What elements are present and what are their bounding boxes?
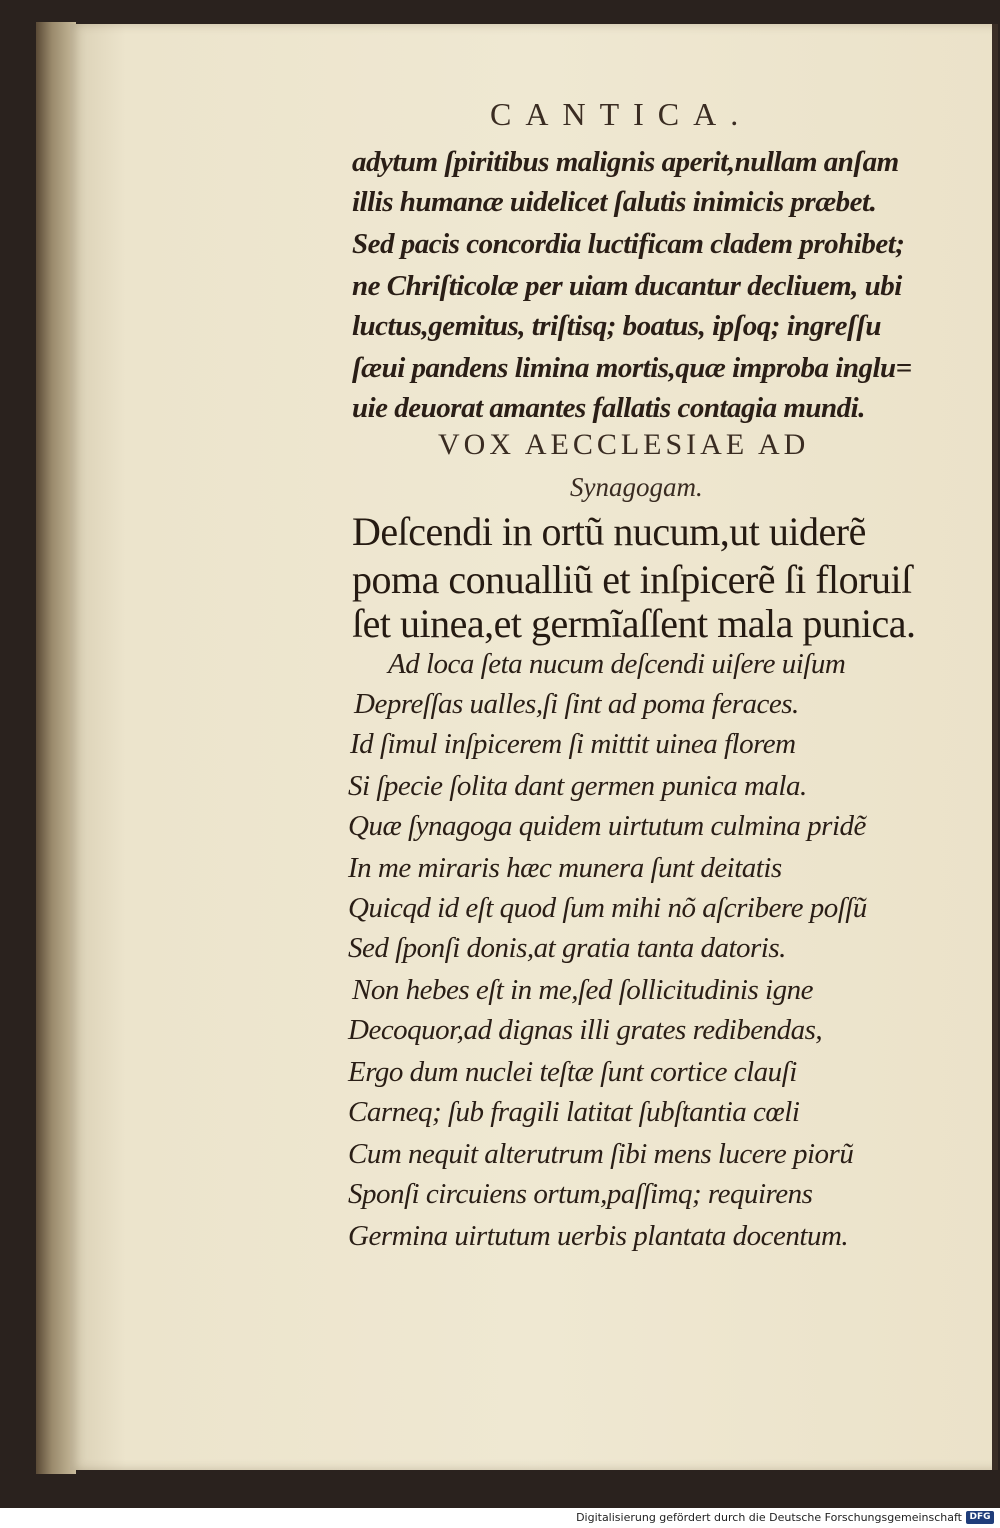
scripture-line: ſet uinea,et germĩaſſent mala punica. <box>352 601 916 646</box>
verse-line: Cum nequit alterutrum ſibi mens lucere piorũ <box>348 1138 854 1170</box>
verse-line: Ergo dum nuclei teſtæ ſunt cortice clauſi <box>348 1056 797 1088</box>
prose-line: uie deuorat amantes fallatis contagia mundi. <box>352 392 865 424</box>
rubric-subheading: Synagogam. <box>570 472 703 502</box>
verse-line: Quicqd id eſt quod ſum mihi nõ aſcribere poſſũ <box>348 892 867 924</box>
scripture-line: poma conualliũ et inſpicerẽ ſi floruiſ <box>352 557 912 602</box>
prose-line: illis humanæ uidelicet ſalutis inimicis præbet. <box>352 186 877 218</box>
page-edge-shadow <box>992 24 998 1470</box>
verse-line: Ad loca ſeta nucum deſcendi uiſere uiſum <box>388 648 846 680</box>
verse-line: Decoquor,ad dignas illi grates redibendas, <box>348 1014 823 1046</box>
verse-line: Sponſi circuiens ortum,paſſimq; requirens <box>348 1178 813 1210</box>
verse-line: Non hebes eſt in me,ſed ſollicitudinis igne <box>352 974 813 1006</box>
scripture-line: Deſcendi in ortũ nucum,ut uiderẽ <box>352 509 866 554</box>
verse-line: Id ſimul inſpicerem ſi mittit uinea florem <box>350 728 796 760</box>
verse-line: Si ſpecie ſolita dant germen punica mala. <box>348 770 807 802</box>
prose-line: ſæui pandens limina mortis,quæ improba inglu= <box>352 352 912 384</box>
verse-line: Carneq; ſub fragili latitat ſubſtantia cœli <box>348 1096 800 1128</box>
prose-line: ne Chriſticolæ per uiam ducantur decliuem, ubi <box>352 270 902 302</box>
verse-line: In me miraris hæc munera ſunt deitatis <box>348 852 782 884</box>
prose-line: luctus,gemitus, triſtisq; boatus, ipſoq; ingreſſu <box>352 310 881 342</box>
verse-line: Sed ſponſi donis,at gratia tanta datoris. <box>348 932 786 964</box>
dfg-logo: DFG <box>966 1511 994 1524</box>
verse-line: Quæ ſynagoga quidem uirtutum culmina pridẽ <box>348 810 866 842</box>
verse-line: Depreſſas ualles,ſi ſint ad poma feraces. <box>354 688 799 720</box>
prose-line: Sed pacis concordia luctificam cladem prohibet; <box>352 228 905 260</box>
verse-line: Germina uirtutum uerbis plantata docentum. <box>348 1220 849 1252</box>
funding-credit: Digitalisierung gefördert durch die Deutsche Forschungsgemeinschaft <box>576 1511 962 1524</box>
digitization-footer <box>0 1508 1000 1528</box>
rubric-heading: VOX AECCLESIAE AD <box>438 428 810 461</box>
running-head: CANTICA. <box>490 96 753 132</box>
prose-line: adytum ſpiritibus malignis aperit,nullam anſam <box>352 146 899 178</box>
